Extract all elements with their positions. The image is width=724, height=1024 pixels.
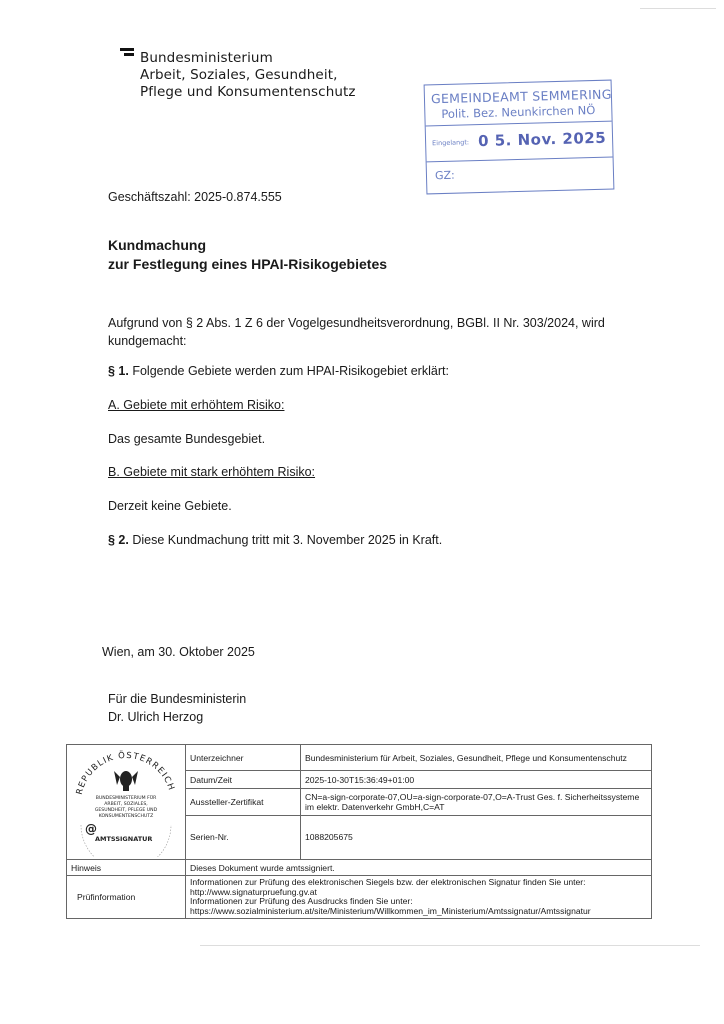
serial-value: 1088205675 [301, 815, 652, 859]
stamp-received-label: Eingelangt: [432, 138, 470, 148]
ministry-line-3: Pflege und Konsumentenschutz [140, 84, 356, 100]
section-2-text: Diese Kundmachung tritt mit 3. November 2025 in Kraft. [132, 533, 443, 547]
stamp-office: GEMEINDEAMT SEMMERING [430, 86, 612, 107]
stamp-received-date: 0 5. Nov. 2025 [477, 128, 607, 151]
section-1 [108, 362, 449, 380]
ministry-header [140, 50, 356, 101]
title-line-1: Kundmachung [108, 237, 206, 253]
serial-label: Serien-Nr. [186, 815, 301, 859]
received-stamp [424, 80, 615, 195]
seal-at-symbol: @ [85, 822, 97, 836]
area-a-text: Das gesamte Bundesgebiet. [108, 432, 266, 446]
document-title [108, 236, 387, 274]
seal-authority-1: BUNDESMINISTERIUM FÜR [95, 796, 157, 801]
datetime-value: 2025-10-30T15:36:49+01:00 [301, 771, 652, 789]
signatory-line-2: Dr. Ulrich Herzog [108, 710, 204, 724]
section-2-label: § 2. [108, 533, 129, 547]
check-line-1: Informationen zur Prüfung des elektronischen Siegels bzw. der elektronischen Signatur finden Sie unter: [190, 877, 586, 887]
check-label: Prüfinformation [67, 876, 186, 919]
scan-artifact-line [640, 8, 716, 9]
seal-ring-text: REPUBLIK ÖSTERREICH [74, 750, 177, 796]
datetime-label: Datum/Zeit [186, 771, 301, 789]
signatory [108, 690, 246, 726]
title-line-2: zur Festlegung eines HPAI-Risikogebietes [108, 256, 388, 272]
check-url-2[interactable]: https://www.sozialministerium.at/site/Ministerium/Willkommen_im_Ministerium/Amtssignatur/Amtssignatur [190, 905, 591, 916]
seal-amtssignatur: AMTSSIGNATUR [95, 835, 153, 843]
check-info [186, 876, 652, 919]
scan-artifact-rule [200, 945, 700, 946]
area-a-heading: A. Gebiete mit erhöhtem Risiko: [108, 398, 285, 412]
certificate-label: Aussteller-Zertifikat [186, 789, 301, 815]
section-2 [108, 531, 442, 549]
check-line-2: Informationen zur Prüfung des Ausdrucks finden Sie unter: [190, 896, 413, 906]
ministry-line-2: Arbeit, Soziales, Gesundheit, [140, 67, 338, 83]
section-1-label: § 1. [108, 364, 129, 378]
seal-authority-4: KONSUMENTENSCHUTZ [98, 814, 154, 819]
ministry-line-1: Bundesministerium [140, 50, 273, 66]
ministry-logo-icon [120, 48, 134, 60]
area-b-text: Derzeit keine Gebiete. [108, 499, 232, 513]
official-seal-cell [67, 745, 186, 860]
hint-label: Hinweis [67, 860, 186, 876]
seal-authority-2: ARBEIT, SOZIALES, [104, 802, 148, 807]
official-seal-icon [67, 745, 185, 857]
place-date: Wien, am 30. Oktober 2025 [102, 645, 255, 659]
stamp-district: Polit. Bez. Neunkirchen NÖ [441, 102, 596, 122]
stamp-gz-label: GZ: [434, 168, 455, 183]
file-number: Geschäftszahl: 2025-0.874.555 [108, 190, 282, 204]
signatory-line-1: Für die Bundesministerin [108, 692, 247, 706]
eagle-icon [114, 771, 138, 791]
intro-paragraph: Aufgrund von § 2 Abs. 1 Z 6 der Vogelgesundheitsverordnung, BGBl. II Nr. 303/2024, wird kundgemacht: [108, 316, 605, 348]
section-1-text: Folgende Gebiete werden zum HPAI-Risikogebiet erklärt: [132, 364, 449, 378]
area-b-heading: B. Gebiete mit stark erhöhtem Risiko: [108, 465, 316, 479]
hint-value: Dieses Dokument wurde amtssigniert. [186, 860, 652, 876]
certificate-value: CN=a-sign-corporate-07,OU=a-sign-corporate-07,O=A-Trust Ges. f. Sicherheitssysteme im elektr. Datenverkehr GmbH,C=AT [301, 789, 652, 815]
signature-block [66, 744, 652, 919]
signer-value: Bundesministerium für Arbeit, Soziales, Gesundheit, Pflege und Konsumentenschutz [301, 745, 652, 771]
seal-authority-3: GESUNDHEIT, PFLEGE UND [94, 808, 158, 813]
check-url-1[interactable]: http://www.signaturpruefung.gv.at [190, 886, 317, 897]
signer-label: Unterzeichner [186, 745, 301, 771]
